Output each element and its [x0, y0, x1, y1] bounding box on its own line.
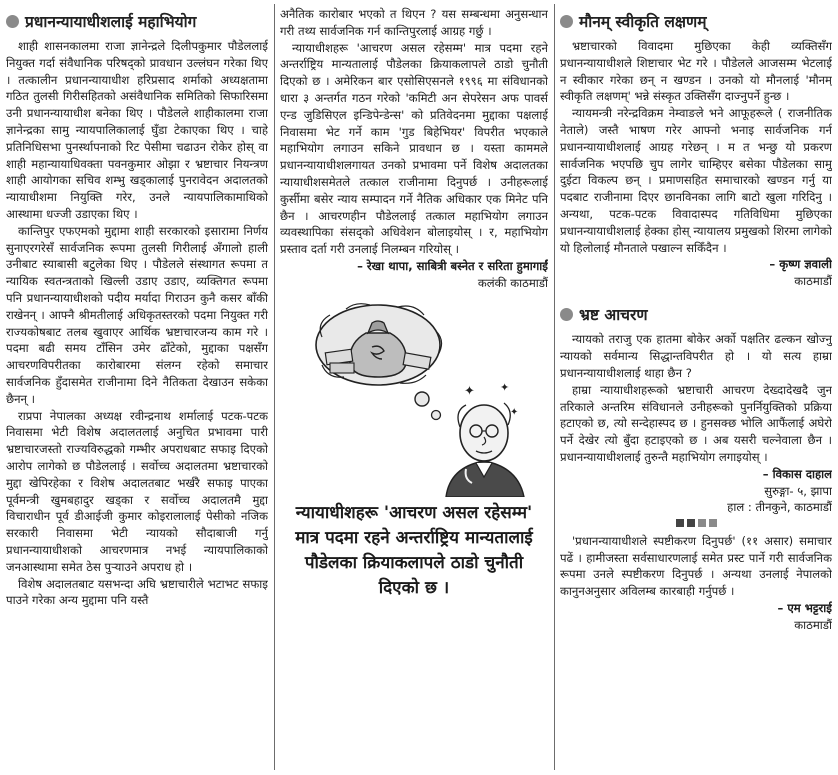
column-middle	[280, 6, 548, 772]
letter-paragraph: न्यायको तराजु एक हातमा बोकेर अर्को पक्षतिर ढल्कन खोज्नु न्यायको सर्वमान्य सिद्धान्तविपरीत हो । यो सत्य हाम्रा प्रधानन्यायाधीशलाई थाहा छैन ?	[560, 332, 832, 380]
letter-paragraph: विशेष अदालतबाट यसभन्दा अघि भ्रष्टाचारीले भटाभट सफाइ पाउने गरेका अन्य मुद्दामा पनि यस्तै	[6, 576, 268, 608]
heading-bullet-icon	[6, 15, 19, 28]
letter-heading-row	[560, 303, 832, 325]
section-ornament	[560, 519, 832, 527]
letter-place: हाल : तीनकुने, काठमाडौं	[727, 499, 832, 514]
letter-signature: – विकास दाहाल	[762, 466, 832, 481]
letter-signature: – एम भट्टराई	[777, 600, 832, 615]
judge-cartoon-illustration	[296, 297, 532, 497]
svg-text:✦: ✦	[500, 380, 510, 394]
heading-bullet-icon	[560, 15, 573, 28]
column-divider	[274, 4, 275, 770]
letter-paragraph: हाम्रा न्यायाधीशहरूको भ्रष्टाचारी आचरण देख्दादेखदै जुन तरिकाले अन्तरिम संविधानले उनीहरूको पुनर्नियुक्तिको प्रक्रिया हटाएको छ, त्यो सन्देहास्पद छ । हुनसक्छ भोलि आफैंलाई अघेरो पर्ने देखेर त्यो बुँदा हटाइएको छ । अब यसरी चल्नेवाला छैन । प्रधानन्यायाधीशलाई तुरुन्तै महाभियोग लगाइयोस् ।	[560, 382, 832, 464]
letter-paragraph: न्यायाधीशहरू 'आचरण असल रहेसम्म' मात्र पदमा रहने अन्तर्राष्ट्रिय मान्यतालाई पौडेलका क्रियाकलापले ठाडो चुनौती दिएको छ । अमेरिकन बार एसोसिएसनले १९९६ मा संविधानको धारा ३ अन्तर्गत गठन गरेको 'कमिटी अन सेपरेसन अफ पावर्स एन्ड जुडिसिएल इन्डिपेन्डेन्स' को प्रतिवेदनमा मुद्दाका पक्षलाई निवासमा भेट गर्ने काम 'गुड बिहेभियर' विपरीत भएकाले महाभियोग लगाउन सकिने प्रावधान छ । यस्ता काममले प्रधानन्यायाधीशलगायत उनको प्रभावमा पर्ने विशेष अदालतका न्यायाधीशसमेतले तत्काल राजीनामा दिनुपर्छ । उनीहरूलाई कुर्सीमा बसेर न्याय सम्पादन गर्ने नैतिक अधिकार एक मिनेट पनि छैन । आचरणहीन पौडेललाई तत्काल महाभियोग लगाउन व्यवस्थापिका संसद्को अधिवेशन बोलाइयोस् । र, महाभियोग प्रस्ताव दर्ता गरी उनलाई निलम्बन गरियोस् ।	[280, 40, 548, 257]
letter-heading: प्रधानन्यायाधीशलाई महाभियोग	[25, 13, 197, 31]
column-divider	[554, 4, 555, 770]
letter-paragraph: कान्तिपुर एफएमको मुद्दामा शाही सरकारको इसारामा निर्णय सुनाएरगरेसँ सार्वजनिक रूपमा तुलसी गिरीलाई अँगालो हाली उनीबाट स्याबासी बटुलेका थिए । पौडेलले संस्थागत रूपमा त न्यायिक स्वतन्त्रताको खिल्ली उडाए उडाए, व्यक्तिगत रूपमा पनि प्रधानन्यायाधीशको पदीय मर्यादा गिराउन कुनै कसर बाँकी राखेनन् । आफ्नै श्रीमतीलाई अधिकृतस्तरको पदमा नियुक्त गरी राज्यकोषबाट तलब खुवाएर आर्थिक भ्रष्टाचारजन्य काम गरे । पदमा बढी समय टाँसिन उमेर ढाँटेको, मुद्दाका पक्षसँग आचरणविपरीतका कारोबारमा संलग्न रहेको समाचार सार्वजनिक हुँदासमेत राजीनामा दिने नैतिकता देखाउन सकेका छैनन् ।	[6, 223, 268, 406]
letter-heading: भ्रष्ट आचरण	[579, 306, 648, 325]
letter-paragraph: भ्रष्टाचारको विवादमा मुछिएका केही व्यक्तिसँग प्रधानन्यायाधीशले शिष्टाचार भेट गरे । पौडेलले आजसम्म भेटलाई न स्वीकार गरेका छन् न खण्डन । उनको यो मौनलाई 'मौनम् स्वीकृति लक्षणम्' भन्ने संस्कृत उक्तिसँग दाज्नुपर्ने हुन्छ ।	[560, 39, 832, 104]
column-right	[560, 6, 832, 772]
letter-paragraph: न्यायमन्त्री नरेन्द्रविक्रम नेम्वाङले भने आफूहरूले ( राजनीतिक नेताले) जस्तै भाषण गरेर आफ्नो भनाइ सार्वजनिक गर्न प्रधानन्यायाधीशलाई आग्रह गरेछन् । म त भन्छु यो प्रकरण सार्वजनिक भएपछि चुप लागेर चाम्हिएर बसेका पौडेलका सामु दुईटा विकल्प छन् । प्रमाणसहित समाचारको खण्डन गर्नु या पदबाट राजीनामा दिएर छानविनका लागि बाटो खुला गरिदिनु । अन्यथा, पटक-पटक विवादास्पद गतिविधिमा मुछिएका प्रधानन्यायाधीशलाई हेक्का होस् न्यायालय प्रमुखको शिरमा लागेको यो हिलोलाई मौनताले पखाल्न सकिँदैन ।	[560, 106, 832, 255]
heading-bullet-icon	[560, 308, 573, 321]
letter-paragraph: 'प्रधानन्यायाधीशले स्पष्टीकरण दिनुपर्छ' (११ असार) समाचार पढें । हामीजस्ता सर्वसाधारणलाई समेत प्रस्ट पार्ने गरी सार्वजनिक रूपमा उनले स्पष्टीकरण दिनुपर्छ । अन्यथा उनलाई नेपालको कानुनअनुसार अविलम्ब कारबाही गर्नुपर्छ ।	[560, 533, 832, 599]
letter-paragraph: शाही शासनकालमा राजा ज्ञानेन्द्रले दिलीपकुमार पौडेललाई नियुक्त गर्दा संवैधानिक परिषद्को प्रावधान उल्लंघन गरेका थिए । तत्कालीन प्रधानन्यायाधीश हरिप्रसाद शर्माको अध्यक्षतामा गठित तुलसी गिरीसहितको असंवैधानिक समितिको सिफारिसमा उनी प्रधानन्यायाधीश बनेका थिए । पौडेलले शाहीकालमा राजा ज्ञानेन्द्रका सामु न्यायपालिकालाई घुँडा टेकाएका थिए । चाहे प्रतिनिधिसभा पुनर्स्थापनाको रिट पेसीमा चढाउन रोकेर होस् वा शाही महान्यायाधिवक्ता पवनकुमार ओझा र भ्रष्टाचार नियन्त्रण शाही आयोगका सचिव शम्भु खड्कालाई पुनरावेदन अदालतको न्यायाधीशमा नियुक्ति गरेर, उनले न्यायपालिकामाथिको आस्थामा धज्जी उडाएका थिए ।	[6, 39, 268, 221]
letter-place: सुरुङ्गा- ५, झापा	[764, 483, 832, 498]
svg-text:✦: ✦	[464, 383, 475, 399]
letter-paragraph: राप्रपा नेपालका अध्यक्ष रवीन्द्रनाथ शर्मालाई पटक-पटक निवासमा भेटी विशेष अदालतलाई अनुचित प्रभावमा पारी भ्रष्टाचारजस्तो राज्यविरुद्धको गम्भीर अपराधबाट सफाइ दिएको आरोप लागेको छ पौडेललाई । सर्वोच्च अदालतमा भ्रष्टाचारको मुद्दा खेपिरहेका र विशेष अदालतबाट भर्खरै सफाइ पाएका पूर्वमन्त्री खुमबहादुर खड्का र सर्वोच्च अदालतमै मुद्दा विचाराधीन पूर्व डीआईजी कुमार कोइरालालाई पेसीको नजिक सरकारी निवासमा भेटी न्यायको सौदाबाजी गर्नु प्रधानन्यायाधीशको आचरणमात्र नभई न्यायपालिकाको जनआस्थामा समेत ठेस पुऱ्याउने अपराध हो ।	[6, 408, 268, 574]
pull-quote: न्यायाधीशहरू 'आचरण असल रहेसम्म' मात्र पदमा रहने अन्तर्राष्ट्रिय मान्यतालाई पौडेलका क्रियाकलापले ठाडो चुनौती दिएको छ ।	[295, 502, 533, 598]
svg-text:✦: ✦	[510, 406, 519, 418]
letter-heading-row	[560, 10, 832, 32]
letter-heading: मौनम् स्वीकृति लक्षणम्	[579, 13, 707, 31]
letter-signature: – कृष्ण ज्ञवाली	[769, 257, 832, 272]
letter-signature: – रेखा थापा, साबित्री बस्नेत र सरिता हुमागाईं	[357, 258, 548, 273]
letter-place: काठमाडौं	[794, 617, 832, 632]
letter-place: कलंकी काठमाडौं	[477, 275, 548, 290]
letter-heading-row	[6, 10, 268, 32]
column-left	[6, 6, 268, 772]
letter-paragraph-continued: अनैतिक कारोबार भएको त थिएन ? यस सम्बन्धमा अनुसन्धान गरी तथ्य सार्वजनिक गर्न कान्तिपुरलाई आग्रह गर्छु ।	[280, 7, 548, 38]
letter-place: काठमाडौं	[794, 274, 832, 289]
